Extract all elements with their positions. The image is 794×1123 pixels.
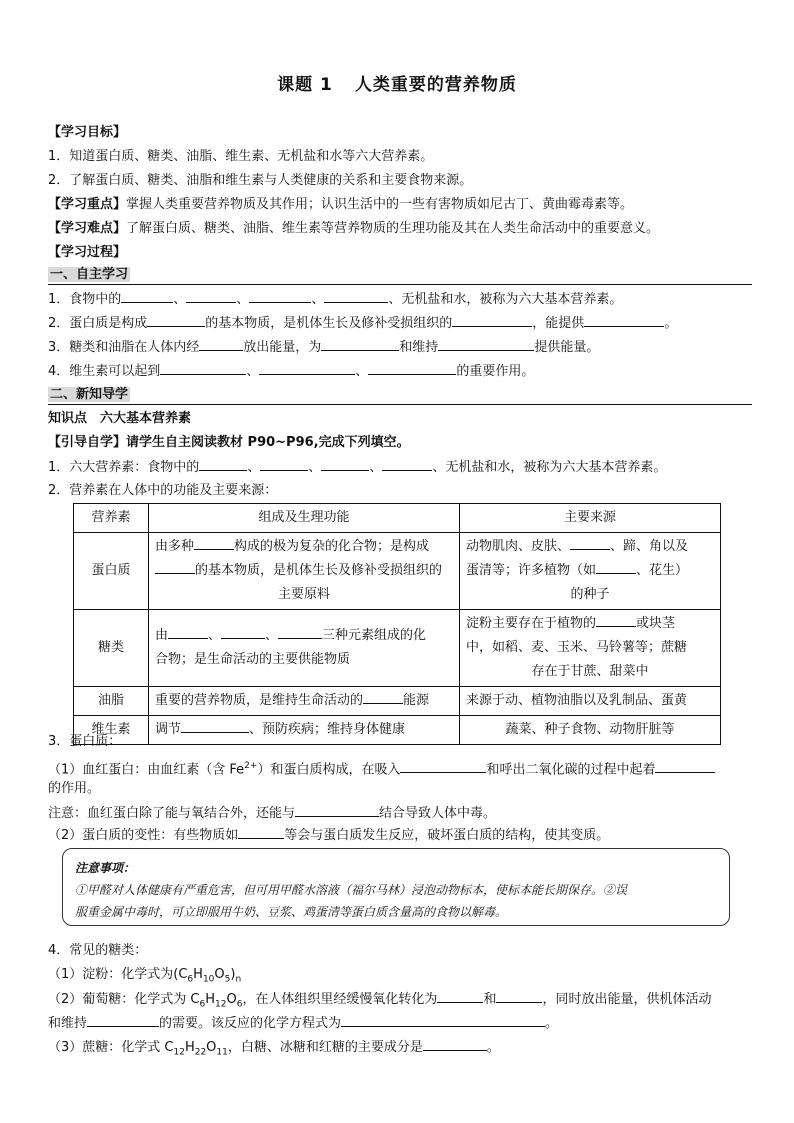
fill-blank[interactable] [194,537,234,550]
s2-question-1: 1．六大营养素：食物中的 、 、 、 、无机盐和水，被称为六大基本营养素。 [48,460,667,475]
nutrient-table [73,503,721,745]
notice-line: ①甲醛对人体健康有严重危害，但可用甲醛水溶液（福尔马林）浸泡动物标本，使标本能长期保存。②误 [75,883,628,897]
sugar-item-2: （2）葡萄糖：化学式为 $C_6H_{12}O_6$，在人体组织里经缓慢氧化转化为 和 ，同时放出能量，供机体活动 [48,992,712,1010]
goals-heading: 【学习目标】 [48,125,127,140]
fill-blank[interactable] [221,626,265,639]
s2-question-2: 2．营养素在人体中的功能及主要来源： [48,483,278,498]
fill-blank[interactable] [363,691,403,704]
table-row [74,610,721,687]
source-cell: 淀粉主要存在于植物的 或块茎 中，如稻、麦、玉米、马铃薯等；蔗糖 存在于甘蔗、甜菜中 [460,610,721,687]
s1-question-4: 4．维生素可以起到 、 、 的重要作用。 [48,364,535,379]
function-cell: 调节 、预防疾病；维持身体健康 [149,716,460,745]
sugar-item-1: （1）淀粉：化学式为$(C_6H_{10}O_5)_n$ [48,967,242,985]
fill-blank[interactable] [155,561,195,574]
fill-blank[interactable] [596,561,636,574]
function-cell: 重要的营养物质，是维持生命活动的 能源 [149,687,460,716]
protein-item-1-cont: 的作用。 [48,781,101,796]
table-header-row [74,504,721,533]
fill-blank[interactable] [496,990,542,1003]
fill-blank[interactable] [186,290,236,303]
fill-blank[interactable] [324,290,388,303]
source-cell: 蔬菜、种子食物、动物肝脏等 [460,716,721,745]
fill-blank[interactable] [199,458,247,471]
fill-blank[interactable] [278,626,322,639]
table-header: 主要来源 [460,504,721,533]
source-cell: 来源于动、植物油脂以及乳制品、蛋黄 [460,687,721,716]
s1-question-2: 2．蛋白质是构成 的基本物质，是机体生长及修补受损组织的 ，能提供 。 [48,316,678,331]
knowledge-point: 知识点 六大基本营养素 [48,411,192,426]
fill-blank[interactable] [341,1014,545,1027]
fill-blank[interactable] [596,614,636,627]
fill-blank[interactable] [655,760,715,773]
fill-blank[interactable] [584,314,664,327]
table-header: 组成及生理功能 [149,504,460,533]
section1-heading: 一、自主学习 [50,267,129,282]
goal-1: 1．知道蛋白质、糖类、油脂、维生素、无机盐和水等六大营养素。 [48,149,434,164]
fill-blank[interactable] [321,458,369,471]
fill-blank[interactable] [238,826,284,839]
s1-question-1: 1．食物中的 、 、 、 、无机盐和水，被称为六大基本营养素。 [48,292,623,307]
fill-blank[interactable] [368,362,456,375]
table-row [74,716,721,745]
nutrient-name: 油脂 [74,687,149,716]
fill-blank[interactable] [570,537,610,550]
notice-box [62,848,730,926]
difficulty-point: 【学习难点】了解蛋白质、糖类、油脂、维生素等营养物质的生理功能及其在人类生命活动中的重要意义。 [48,221,660,236]
fill-blank[interactable] [181,720,249,733]
sugar-item-3: （3）蔗糖：化学式 $C_{12}H_{22}O_{11}$，白糖、冰糖和红糖的主要成分是 。 [48,1040,500,1058]
sugars-heading: 4．常见的糖类： [48,943,148,958]
protein-heading: 3．蛋白质： [48,734,122,749]
goal-2: 2．了解蛋白质、糖类、油脂和维生素与人类健康的关系和主要食物来源。 [48,173,473,188]
table-header: 营养素 [74,504,149,533]
protein-note: 注意：血红蛋白除了能与氧结合外，还能与 结合导致人体中毒。 [48,806,497,821]
fill-blank[interactable] [147,314,205,327]
function-cell: 由多种 构成的极为复杂的化合物；是构成 的基本物质，是机体生长及修补受损组织的 主要原料 [149,533,460,610]
notice-line: 服重金属中毒时，可立即服用牛奶、豆浆、鸡蛋清等蛋白质含量高的食物以解毒。 [75,905,508,919]
protein-item-2: （2）蛋白质的变性：有些物质如 等会与蛋白质发生反应，破坏蛋白质的结构，使其变质。 [48,828,610,843]
s1-question-3: 3．糖类和油脂在人体内经 放出能量，为 和维持 提供能量。 [48,340,600,355]
fill-blank[interactable] [295,804,379,817]
fill-blank[interactable] [87,1014,159,1027]
table-row [74,687,721,716]
protein-item-1: （1）血红蛋白：由血红素（含 $Fe^{2+}$）和蛋白质构成，在吸入 和呼出二氧化碳的过程中起着 [48,757,715,779]
fill-blank[interactable] [452,314,532,327]
fill-blank[interactable] [437,990,483,1003]
guide-line: 【引导自学】请学生自主阅读教材 P90~P96,完成下列填空。 [48,435,410,450]
fill-blank[interactable] [382,458,432,471]
fill-blank[interactable] [321,338,399,351]
key-point: 【学习重点】掌握人类重要营养物质及其作用；认识生活中的一些有害物质如尼古丁、黄曲霉毒素等。 [48,197,634,212]
fill-blank[interactable] [423,1038,487,1051]
fill-blank[interactable] [249,290,311,303]
fill-blank[interactable] [199,338,243,351]
section2-heading: 二、新知导学 [50,387,129,402]
fill-blank[interactable] [260,458,308,471]
fill-blank[interactable] [121,290,173,303]
fill-blank[interactable] [400,760,486,773]
section2-rule [48,404,752,405]
fill-blank[interactable] [438,338,534,351]
nutrient-name: 糖类 [74,610,149,687]
fill-blank[interactable] [160,362,246,375]
table-row [74,533,721,610]
page-title: 课题 1 人类重要的营养物质 [277,75,517,95]
function-cell: 由 、 、 三种元素组成的化 合物；是生命活动的主要供能物质 [149,610,460,687]
sugar-item-2-cont: 和维持 的需要。该反应的化学方程式为 。 [48,1016,559,1031]
section1-rule [48,284,752,285]
fill-blank[interactable] [259,362,355,375]
notice-heading: 注意事项： [75,861,136,875]
fill-blank[interactable] [168,626,208,639]
nutrient-name: 维生素 [74,716,149,745]
process-heading: 【学习过程】 [48,245,127,260]
nutrient-name: 蛋白质 [74,533,149,610]
source-cell: 动物肌肉、皮肤、 、蹄、角以及 蛋清等；许多植物（如 、花生） 的种子 [460,533,721,610]
